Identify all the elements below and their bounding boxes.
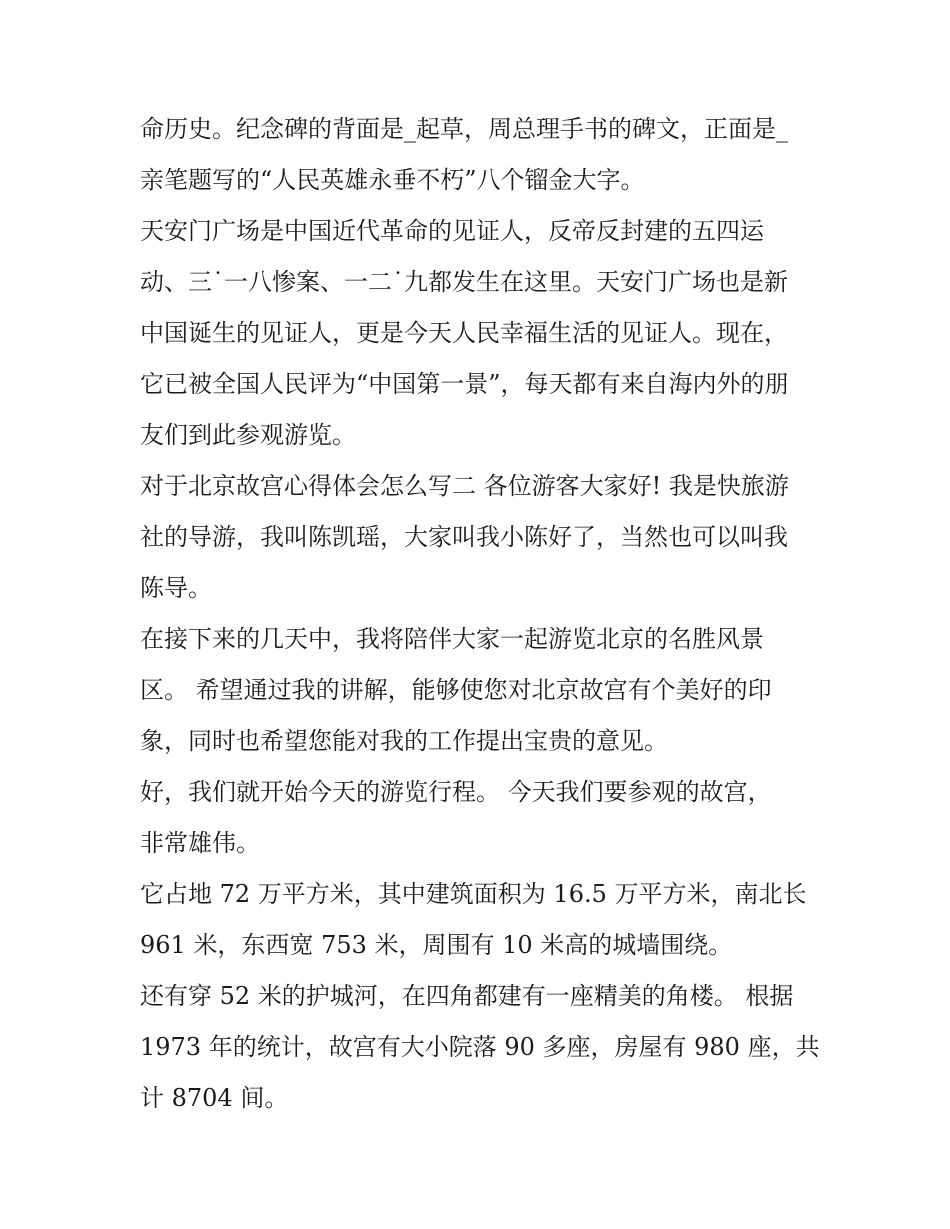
paragraph-start-tour — [140, 767, 820, 869]
text-line: 亲笔题写的“人民英雄永垂不朽”八个镏金大字。 — [140, 166, 645, 194]
paragraph-tour-plan — [140, 614, 820, 767]
text-line: 对于北京故宫心得体会怎么写二 各位游客大家好! 我是快旅游 — [140, 472, 789, 500]
text-line: 陈导。 — [140, 574, 212, 602]
text-line: 961 米，东西宽 753 米，周围有 10 米高的城墙围绕。 — [140, 931, 733, 959]
paragraph-monument — [140, 104, 820, 206]
text-line: 非常雄伟。 — [140, 829, 260, 857]
text-line: 1973 年的统计，故宫有大小院落 90 多座，房屋有 980 座，共 — [140, 1033, 820, 1061]
text-line: 好，我们就开始今天的游览行程。 今天我们要参观的故宫， — [140, 778, 772, 806]
text-line: 命历史。纪念碑的背面是_起草，周总理手书的碑文，正面是_ — [140, 115, 788, 143]
text-line: 天安门广场是中国近代革命的见证人，反帝反封建的五四运 — [140, 217, 764, 245]
text-line: 动、三˙一八惨案、一二˙九都发生在这里。天安门广场也是新 — [140, 268, 788, 296]
text-line: 在接下来的几天中，我将陪伴大家一起游览北京的名胜风景 — [140, 625, 764, 653]
text-line: 中国诞生的见证人，更是今天人民幸福生活的见证人。现在， — [140, 319, 788, 347]
paragraph-moat-statistics — [140, 971, 820, 1124]
paragraph-tiananmen — [140, 206, 820, 461]
paragraph-guide-intro — [140, 461, 820, 614]
text-line: 它已被全国人民评为“中国第一景”，每天都有来自海内外的朋 — [140, 370, 789, 398]
text-line: 社的导游，我叫陈凯瑶，大家叫我小陈好了，当然也可以叫我 — [140, 523, 788, 551]
text-line: 它占地 72 万平方米，其中建筑面积为 16.5 万平方米，南北长 — [140, 880, 807, 908]
text-line: 区。 希望通过我的讲解，能够使您对北京故宫有个美好的印 — [140, 676, 772, 704]
document-body — [140, 104, 820, 1124]
text-line: 友们到此参观游览。 — [140, 421, 356, 449]
text-line: 象，同时也希望您能对我的工作提出宝贵的意见。 — [140, 727, 668, 755]
text-line: 还有穿 52 米的护城河，在四角都建有一座精美的角楼。 根据 — [140, 982, 794, 1010]
text-line: 计 8704 间。 — [140, 1084, 289, 1112]
paragraph-area — [140, 869, 820, 971]
